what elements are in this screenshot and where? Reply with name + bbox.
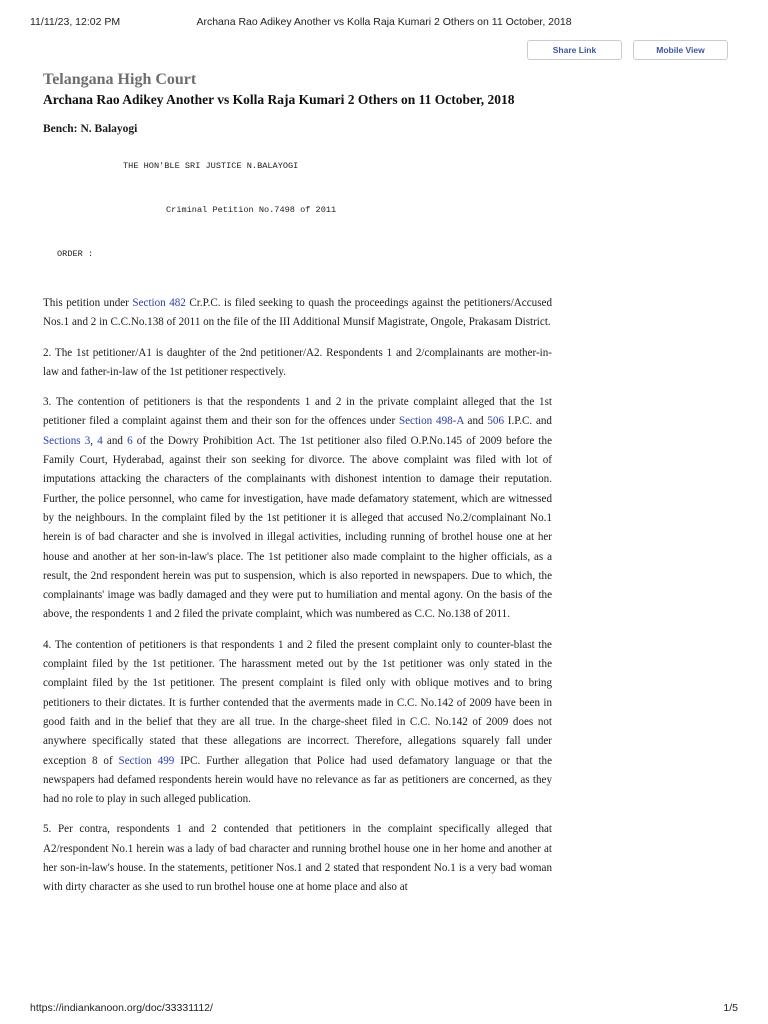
judgment-content (43, 70, 552, 909)
petition-number: Criminal Petition No.7498 of 2011 (166, 205, 337, 215)
link-section-6[interactable]: 6 (127, 434, 133, 447)
text: I.P.C. and (504, 415, 552, 428)
text: of the Dowry Prohibition Act. The 1st petitioner also filed O.P.No.145 of 2009 before the Family Court, Hyderabad, against their son seeking for divorce. The above complaint was filed with lot of imputations attacking the characters of the complainants with dishonest intention to damage their reputation. Further, the police personnel, who came for investigation, have made defamatory statement, which are witnessed by the neighbours. In the complaint filed by the 1st petitioner it is alleged that accused No.2/complainant No.1 herein is of bad character and she is involved in illegal activities, including running of brothel house one at her house and another at her son-in-law's place. The 1st petitioner also made complaint to the higher officials, as a result, the 2nd respondent herein was put to suspension, which is also reported in newspapers. Due to which, the complainants' image was badly damaged and they were put to humiliation and mental agony. On the basis of the above, the respondents 1 and 2 filed the private complaint, which was numbered as C.C. No.138 of 2011. (43, 434, 552, 621)
mobile-view-button[interactable]: Mobile View (633, 40, 728, 60)
text: , (90, 434, 98, 447)
link-section-499[interactable]: Section 499 (118, 754, 175, 767)
bench-line (43, 122, 552, 137)
print-timestamp: 11/11/23, 12:02 PM (30, 16, 121, 28)
top-buttons (527, 40, 728, 60)
text: 4. The contention of petitioners is that respondents 1 and 2 filed the present complaint only to counter-blast the complaint filed by the 1st petitioner. The harassment meted out by the 1st petitioner was only stated in the complaint filed by the 1st petitioner. The present complaint is filed only with oblique motives and to bring petitioners to their dictates. It is further contended that the averments made in C.C. No.142 of 2009 have been in good faith and in the belief that they are all true. In the charge-sheet filed in C.C. No.142 of 2009 does not anywhere specifically stated that these allegations are incorrect. Therefore, allegations squarely fall under exception 8 of (43, 638, 552, 767)
print-header (30, 16, 738, 30)
text: 2. The 1st petitioner/A1 is daughter of the 2nd petitioner/A2. Respondents 1 and 2/complainants are mother-in-law and father-in-law of the 1st petitioner respectively. (43, 346, 552, 378)
justice-line: THE HON'BLE SRI JUSTICE N.BALAYOGI (123, 161, 299, 171)
case-title: Archana Rao Adikey Another vs Kolla Raja Kumari 2 Others on 11 October, 2018 (43, 92, 515, 107)
text: 5. Per contra, respondents 1 and 2 contended that petitioners in the complaint specifically alleged that A2/respondent No.1 herein was a lady of bad character and running brothel house one in her home and another at her son-in-law's house. In the statements, petitioner Nos.1 and 2 stated that respondent No.1 is a very bad woman with dirty character as she used to run brothel house one at home place and also at (43, 823, 552, 894)
text: and (463, 415, 488, 428)
bench-name: N. Balayogi (80, 123, 138, 135)
text: 3. The contention of petitioners is that the respondents 1 and 2 in the private complaint alleged that the 1st petitioner filed a complaint against them and their son for the offences under (43, 396, 552, 428)
paragraph-3 (43, 393, 552, 625)
bench-label: Bench: (43, 123, 78, 135)
print-document-title: Archana Rao Adikey Another vs Kolla Raja Kumari 2 Others on 11 October, 2018 (196, 16, 572, 28)
paragraph-1 (43, 294, 552, 333)
text: and (102, 434, 128, 447)
text: Cr.P.C. is filed seeking to quash the proceedings against the petitioners/Accused Nos.1 and 2 in C.C.No.138 of 2011 on the file of the III Additional Munsif Magistrate, Ongole, Prakasam District. (43, 297, 552, 329)
page-url: https://indiankanoon.org/doc/33331112/ (30, 1002, 213, 1014)
link-section-4[interactable]: 4 (97, 434, 103, 447)
link-section-482[interactable]: Section 482 (132, 297, 186, 309)
page-number: 1/5 (723, 1002, 738, 1014)
print-footer (30, 1002, 738, 1016)
judgment-body (43, 294, 552, 898)
paragraph-2 (43, 344, 552, 383)
link-section-498a[interactable]: Section 498-A (398, 415, 464, 428)
paragraph-4 (43, 636, 552, 810)
order-heading: ORDER : (57, 249, 94, 259)
text: This petition under (43, 297, 133, 309)
link-section-506[interactable]: 506 (487, 415, 505, 428)
paragraph-5 (43, 820, 552, 897)
court-name: Telangana High Court (43, 71, 197, 88)
text: IPC. Further allegation that Police had used defamatory language or that the newspapers had defamed respondents herein would have no relevance as far as petitioners are concerned, as they had no role to play in such alleged publication. (43, 754, 552, 806)
link-section-3[interactable]: Sections 3 (43, 434, 91, 447)
share-link-button[interactable]: Share Link (527, 40, 622, 60)
